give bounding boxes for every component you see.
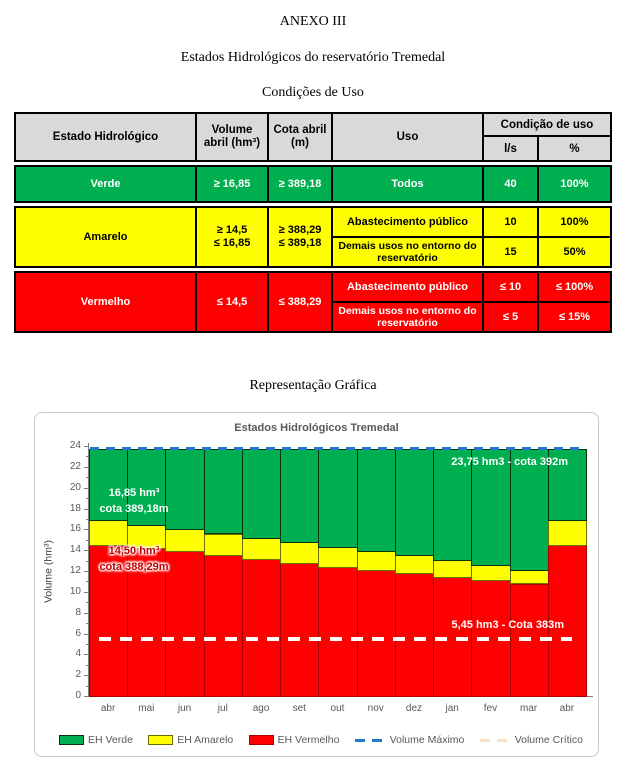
bar-segment-eh-amarelo-dez-8 bbox=[395, 555, 434, 574]
y-minor-tick bbox=[86, 602, 88, 603]
y-minor-tick bbox=[86, 519, 88, 520]
header-volume-abril: Volume abril (hm³) bbox=[197, 114, 269, 160]
table-row-verde bbox=[14, 165, 612, 203]
legend-box-swatch bbox=[148, 735, 173, 745]
vermelho-pct-1: ≤ 100% bbox=[555, 280, 594, 293]
vermelho-ls-2: ≤ 5 bbox=[484, 303, 539, 331]
verde-volume: ≥ 16,85 bbox=[197, 167, 269, 201]
table-row-vermelho bbox=[14, 271, 612, 333]
bar-segment-eh-amarelo-jan-9 bbox=[433, 560, 472, 578]
bar-segment-eh-verde-dez-8 bbox=[395, 449, 434, 557]
y-minor-tick bbox=[86, 686, 88, 687]
bar-segment-eh-amarelo-mar-11 bbox=[510, 570, 549, 585]
y-tick-label: 20 bbox=[69, 481, 81, 493]
bar-segment-eh-amarelo-nov-7 bbox=[357, 551, 396, 571]
verde-ls: 40 bbox=[484, 167, 539, 201]
y-tick-mark bbox=[84, 529, 88, 530]
header-pct: % bbox=[569, 142, 580, 155]
legend-label: EH Verde bbox=[88, 734, 133, 746]
y-tick-mark bbox=[84, 634, 88, 635]
x-tick-label-dez: dez bbox=[405, 703, 423, 714]
bar-segment-eh-amarelo-out-6 bbox=[318, 547, 357, 568]
x-tick-label-nov: nov bbox=[367, 703, 384, 714]
bar-segment-eh-amarelo-ago-4 bbox=[242, 538, 281, 560]
y-tick-label: 18 bbox=[69, 502, 81, 514]
annotation-limite-verde: 16,85 hm³ cota 389,18m bbox=[99, 487, 169, 515]
annotation-limite-vermelho: 14,50 hm³ cota 388,29m bbox=[99, 545, 169, 573]
y-tick-mark bbox=[84, 446, 88, 447]
x-tick-label-mai: mai bbox=[138, 703, 155, 714]
amarelo-pct-1: 100% bbox=[560, 215, 589, 228]
y-tick-mark bbox=[84, 696, 88, 697]
doc-subtitle: Estados Hidrológicos do reservatório Tremedal bbox=[180, 50, 446, 65]
bar-segment-eh-verde-jul-3 bbox=[204, 449, 243, 535]
amarelo-usos bbox=[333, 208, 610, 266]
x-tick-label-fev: fev bbox=[483, 703, 498, 714]
y-tick-label: 6 bbox=[75, 627, 81, 639]
y-tick-mark bbox=[84, 613, 88, 614]
y-minor-tick bbox=[86, 644, 88, 645]
verde-estado: Verde bbox=[16, 167, 197, 201]
bar-segment-eh-amarelo-abr-12 bbox=[548, 520, 587, 545]
x-tick-label-out: out bbox=[330, 703, 345, 714]
chart-title: Estados Hidrológicos Tremedal bbox=[234, 422, 399, 434]
vermelho-uso-2: Demais usos no entorno do reservatório bbox=[333, 303, 484, 331]
y-tick-mark bbox=[84, 467, 88, 468]
legend-item-eh-vermelho bbox=[249, 734, 340, 746]
y-tick-mark bbox=[84, 654, 88, 655]
legend-dash-swatch bbox=[355, 739, 386, 742]
vermelho-usos bbox=[333, 273, 610, 331]
bar-segment-eh-vermelho-set-5 bbox=[280, 563, 319, 697]
y-tick-label: 2 bbox=[75, 669, 81, 681]
annotation-volume-critico: 5,45 hm3 - Cota 383m bbox=[451, 619, 564, 631]
legend-label: EH Amarelo bbox=[177, 734, 234, 746]
chart-legend bbox=[59, 734, 583, 746]
y-tick-mark bbox=[84, 675, 88, 676]
condicoes-de-uso-table bbox=[14, 112, 612, 333]
y-minor-tick bbox=[86, 540, 88, 541]
y-minor-tick bbox=[86, 456, 88, 457]
bar-segment-eh-verde-nov-7 bbox=[357, 449, 396, 553]
y-minor-tick bbox=[86, 665, 88, 666]
y-tick-label: 16 bbox=[69, 523, 81, 535]
annotation-volume-maximo: 23,75 hm3 - cota 392m bbox=[451, 456, 568, 468]
vermelho-pct-2: ≤ 15% bbox=[558, 310, 591, 323]
amarelo-ls-1: 10 bbox=[484, 208, 539, 236]
header-uso: Uso bbox=[333, 114, 484, 160]
bar-segment-eh-vermelho-ago-4 bbox=[242, 559, 281, 697]
vermelho-ls-1: ≤ 10 bbox=[484, 273, 539, 301]
y-axis-label: Volume (hm³) bbox=[42, 540, 55, 604]
table-header-row bbox=[14, 112, 612, 162]
y-tick-label: 12 bbox=[69, 565, 81, 576]
header-condicao-de-uso-group bbox=[484, 114, 610, 160]
amarelo-estado: Amarelo bbox=[16, 208, 197, 266]
bar-segment-eh-verde-ago-4 bbox=[242, 449, 281, 539]
amarelo-pct-2: 50% bbox=[563, 245, 586, 258]
amarelo-ls-2: 15 bbox=[484, 238, 539, 266]
y-tick-label: 8 bbox=[75, 606, 81, 618]
doc-title: ANEXO III bbox=[279, 14, 347, 29]
x-tick-label-set: set bbox=[292, 703, 306, 714]
y-minor-tick bbox=[86, 477, 88, 478]
estados-hidrologicos-chart bbox=[34, 412, 599, 757]
volume-critico-line bbox=[99, 637, 572, 641]
amarelo-uso-1: Abastecimento público bbox=[333, 208, 484, 236]
bar-segment-eh-vermelho-dez-8 bbox=[395, 573, 434, 697]
legend-item-volume-cr-tico bbox=[480, 734, 583, 746]
bar-segment-eh-vermelho-out-6 bbox=[318, 567, 357, 697]
y-tick-label: 0 bbox=[75, 690, 81, 701]
verde-uso: Todos bbox=[333, 167, 484, 201]
x-tick-label-mar: mar bbox=[520, 703, 538, 714]
legend-box-swatch bbox=[249, 735, 274, 745]
header-estado-hidrologico: Estado Hidrológico bbox=[16, 114, 197, 160]
vermelho-uso-1: Abastecimento público bbox=[333, 273, 484, 301]
vermelho-cota: ≤ 388,29 bbox=[269, 273, 333, 331]
amarelo-cota: ≥ 388,29 ≤ 389,18 bbox=[269, 208, 333, 266]
bar-segment-eh-vermelho-jul-3 bbox=[204, 555, 243, 697]
bar-segment-eh-amarelo-jul-3 bbox=[204, 534, 243, 557]
legend-box-swatch bbox=[59, 735, 84, 745]
bar-segment-eh-verde-out-6 bbox=[318, 449, 357, 548]
legend-item-eh-verde bbox=[59, 734, 133, 746]
legend-item-volume-m-ximo bbox=[355, 734, 465, 746]
table-row-amarelo bbox=[14, 206, 612, 268]
x-tick-label-jul: jul bbox=[217, 703, 228, 714]
x-tick-label-jun: jun bbox=[177, 703, 192, 714]
y-tick-label: 24 bbox=[69, 440, 81, 451]
verde-cota: ≥ 389,18 bbox=[269, 167, 333, 201]
vermelho-estado: Vermelho bbox=[16, 273, 197, 331]
legend-label: Volume Crítico bbox=[514, 734, 583, 746]
y-minor-tick bbox=[86, 623, 88, 624]
legend-label: EH Vermelho bbox=[277, 734, 340, 746]
y-tick-mark bbox=[84, 592, 88, 593]
y-tick-label: 10 bbox=[69, 585, 81, 597]
bar-segment-eh-amarelo-fev-10 bbox=[471, 565, 510, 581]
header-ls: l/s bbox=[484, 137, 539, 160]
y-minor-tick bbox=[86, 581, 88, 582]
header-cota-abril: Cota abril (m) bbox=[269, 114, 333, 160]
legend-label: Volume Máximo bbox=[389, 734, 465, 746]
legend-item-eh-amarelo bbox=[148, 734, 233, 746]
header-condicao-de-uso: Condição de uso bbox=[484, 114, 610, 137]
y-tick-label: 14 bbox=[69, 544, 81, 556]
bar-segment-eh-amarelo-set-5 bbox=[280, 542, 319, 563]
x-tick-label-jan: jan bbox=[445, 703, 459, 714]
legend-dash-swatch bbox=[480, 739, 511, 742]
vermelho-volume: ≤ 14,5 bbox=[197, 273, 269, 331]
x-tick-label-abr: abr bbox=[100, 703, 116, 714]
x-tick-label-abr: abr bbox=[559, 703, 575, 714]
y-tick-label: 4 bbox=[75, 648, 81, 660]
y-tick-label: 22 bbox=[69, 460, 81, 472]
amarelo-volume: ≥ 14,5 ≤ 16,85 bbox=[197, 208, 269, 266]
bar-segment-eh-verde-set-5 bbox=[280, 449, 319, 544]
section-title-representacao: Representação Gráfica bbox=[249, 378, 377, 393]
volume-maximo-line bbox=[90, 447, 585, 450]
verde-pct: 100% bbox=[560, 177, 589, 190]
bar-segment-eh-vermelho-nov-7 bbox=[357, 570, 396, 697]
amarelo-uso-2: Demais usos no entorno do reservatório bbox=[333, 238, 484, 266]
section-title-condicoes: Condições de Uso bbox=[262, 85, 364, 100]
x-tick-label-ago: ago bbox=[252, 703, 270, 714]
